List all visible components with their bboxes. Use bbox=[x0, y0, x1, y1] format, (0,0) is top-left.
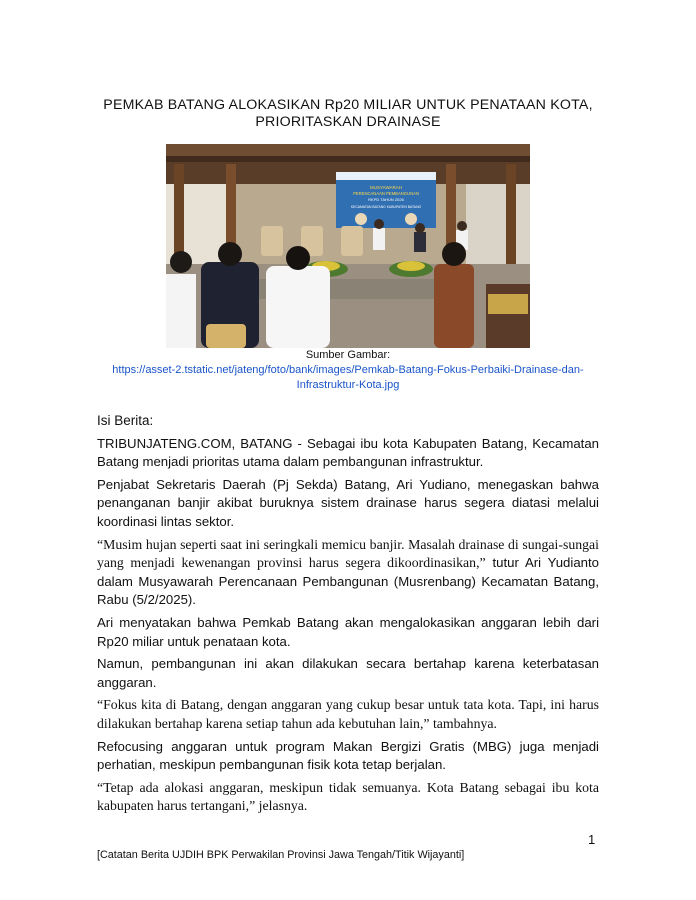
paragraph-3-tail: tutur Ari Yudianto dalam Musyawarah Perencanaan Pembangunan (Musrenbang) Kecamatan Batang, Rabu (5/2/2025). bbox=[97, 555, 599, 608]
photo-illustration bbox=[166, 144, 530, 348]
isi-berita-label: Isi Berita: bbox=[97, 413, 154, 428]
news-photo bbox=[166, 144, 530, 348]
paragraph-5: Namun, pembangunan ini akan dilakukan secara bertahap karena keterbatasan anggaran. bbox=[97, 656, 599, 690]
paragraph-2: Penjabat Sekretaris Daerah (Pj Sekda) Batang, Ari Yudiano, menegaskan bahwa penanganan banjir akibat buruknya sistem drainase harus segera diatasi melalui koordinasi lintas sektor. bbox=[97, 476, 599, 529]
caption-url-line-2[interactable]: Infrastruktur-Kota.jpg bbox=[296, 379, 400, 391]
image-caption bbox=[60, 348, 636, 393]
page-number: 1 bbox=[588, 832, 596, 847]
paragraph-3-quote: “Musim hujan seperti saat ini seringkali memicu banjir. Masalah drainase di sungai-sungai yang menjadi kewenangan provinsi harus segera dikoordinasikan,” bbox=[97, 536, 599, 571]
banner-text-2: PERENCANAAN PEMBANGUNAN bbox=[353, 191, 419, 196]
banner-text-3: RKPD TAHUN 2026 bbox=[368, 197, 404, 202]
paragraph-4: Ari menyatakan bahwa Pemkab Batang akan mengalokasikan anggaran lebih dari Rp20 miliar untuk penataan kota. bbox=[97, 614, 599, 649]
caption-url-line-1[interactable]: https://asset-2.tstatic.net/jateng/foto/bank/images/Pemkab-Batang-Fokus-Perbaiki-Drainase-dan- bbox=[112, 364, 584, 376]
page-footer: [Catatan Berita UJDIH BPK Perwakilan Provinsi Jawa Tengah/Titik Wijayanti] bbox=[97, 849, 465, 861]
banner-text-1: MUSYAWARAH bbox=[369, 185, 403, 190]
article-body bbox=[97, 412, 599, 820]
title-line-2: PRIORITASKAN DRAINASE bbox=[255, 114, 441, 130]
paragraph-7: Refocusing anggaran untuk program Makan Bergizi Gratis (MBG) juga menjadi perhatian, meskipun pembangunan fisik kota tetap berjalan. bbox=[97, 738, 599, 773]
paragraph-3 bbox=[97, 536, 599, 610]
document-title bbox=[60, 97, 636, 131]
paragraph-1: TRIBUNJATENG.COM, BATANG - Sebagai ibu kota Kabupaten Batang, Kecamatan Batang menjadi prioritas utama dalam pembangunan infrastruktur. bbox=[97, 435, 599, 470]
paragraph-8: “Tetap ada alokasi anggaran, meskipun tidak semuanya. Kota Batang sebagai ibu kota kabupaten harus tertangani,” jelasnya. bbox=[97, 779, 599, 814]
title-line-1: PEMKAB BATANG ALOKASIKAN Rp20 MILIAR UNTUK PENATAAN KOTA, bbox=[103, 97, 593, 113]
banner-text-4: KECAMATAN BATANG KABUPATEN BATANG bbox=[350, 205, 422, 209]
caption-label: Sumber Gambar: bbox=[305, 349, 391, 361]
paragraph-6: “Fokus kita di Batang, dengan anggaran yang cukup besar untuk tata kota. Tapi, ini harus dilakukan bertahap karena setiap tahun ada kebutuhan lain,” tambahnya. bbox=[97, 697, 599, 731]
